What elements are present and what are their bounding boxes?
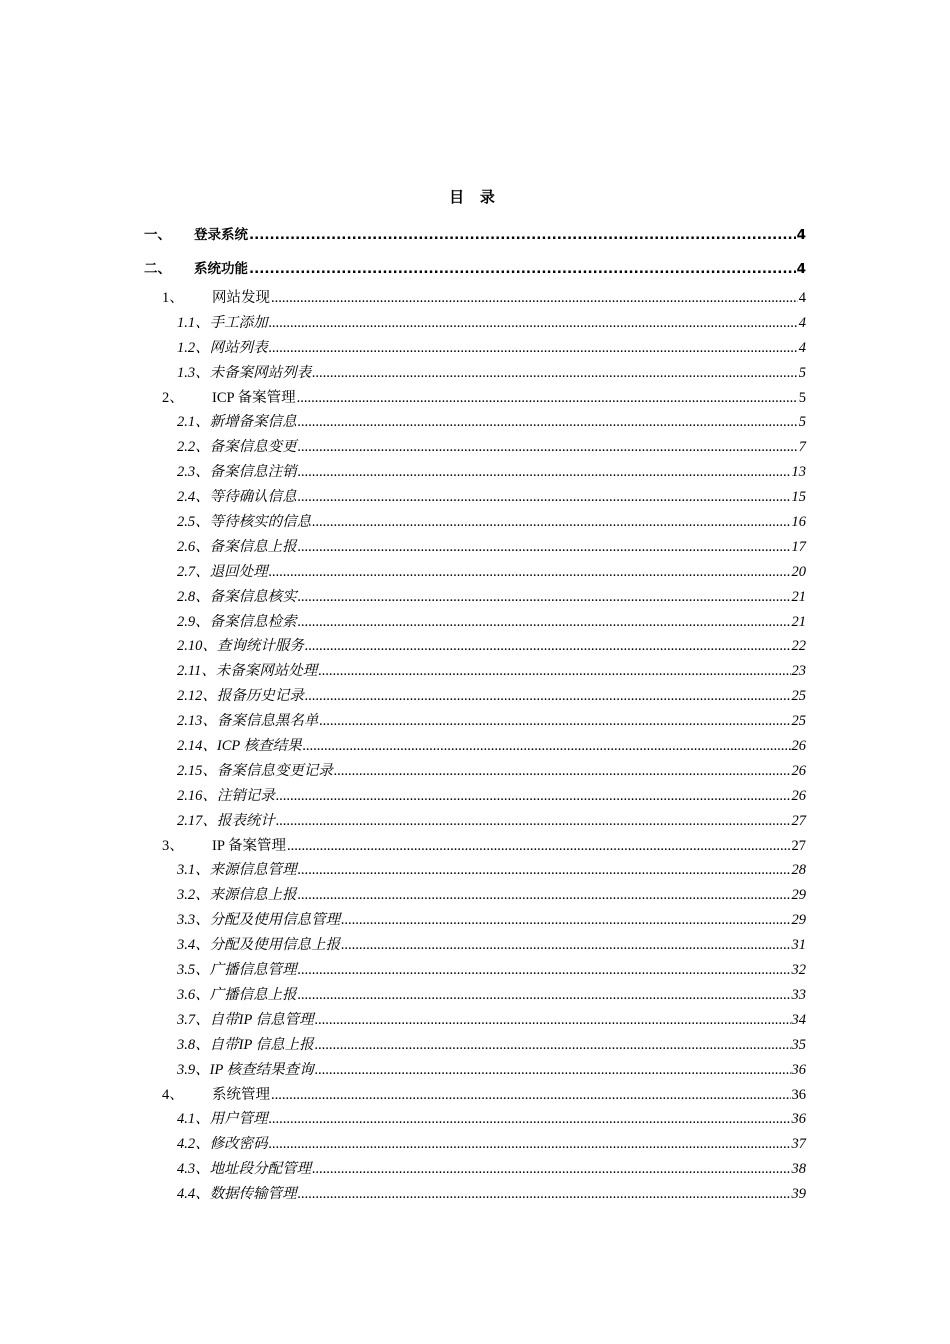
- toc-entry-page-number: 36: [791, 1111, 806, 1128]
- toc-entry-page-number: 15: [791, 489, 806, 506]
- toc-entry-page-number: 17: [791, 538, 806, 555]
- toc-entry-label: 、修改密码: [195, 1136, 268, 1153]
- toc-entry[interactable]: [144, 883, 806, 908]
- toc-entry-page-number: 35: [791, 1036, 806, 1053]
- toc-entry-number: 3.8: [177, 1036, 196, 1053]
- toc-entry-label: 、来源信息上报: [195, 887, 297, 904]
- toc-entry-page-number: 4: [796, 261, 806, 277]
- toc-entry-number: 2.8: [177, 588, 196, 605]
- toc-entry-number: 4.4: [177, 1186, 196, 1203]
- toc-entry-page-number: 38: [791, 1161, 806, 1178]
- toc-entry[interactable]: [144, 510, 806, 535]
- toc-entry-page-number: 36: [791, 1061, 806, 1078]
- toc-entry-number: 3、: [162, 837, 184, 854]
- toc-entry-number: 2.2: [177, 439, 196, 456]
- toc-entry-label: 、自带IP 信息上报: [195, 1036, 314, 1053]
- toc-dot-leader: [249, 252, 796, 286]
- toc-entry-label: 、自带IP 信息管理: [195, 1011, 314, 1028]
- toc-entry[interactable]: [144, 286, 806, 311]
- toc-entry-page-number: 5: [798, 364, 806, 381]
- toc-dot-leader: [298, 983, 791, 1008]
- toc-entry-number: 3.3: [177, 912, 196, 929]
- toc-entry-number: 2.9: [177, 613, 196, 630]
- toc-entry-label: 、备案信息上报: [195, 538, 297, 555]
- toc-entry-page-number: 21: [791, 588, 806, 605]
- toc-entry-label: 、网站列表: [195, 339, 268, 356]
- toc-entry[interactable]: [144, 410, 806, 435]
- toc-entry-page-number: 26: [791, 738, 806, 755]
- toc-entry-label: 、备案信息变更: [195, 439, 297, 456]
- toc-entry-number: 2.12: [177, 688, 203, 705]
- toc-entry-page-number: 27: [791, 812, 806, 829]
- toc-entry-label: 、等待确认信息: [195, 489, 297, 506]
- toc-dot-leader: [315, 1033, 791, 1058]
- toc-dot-leader: [287, 834, 791, 859]
- toc-entry-page-number: 36: [791, 1086, 806, 1103]
- toc-entry-number: 2.17: [177, 812, 203, 829]
- toc-entry-page-number: 34: [791, 1011, 806, 1028]
- toc-entry[interactable]: [144, 684, 806, 709]
- toc-entry-number: 4.2: [177, 1136, 196, 1153]
- toc-dot-leader: [269, 1132, 791, 1157]
- toc-entry-label: 、退回处理: [195, 563, 268, 580]
- toc-dot-leader: [298, 460, 791, 485]
- toc-entry[interactable]: [144, 218, 806, 252]
- toc-entry-number: 4、: [162, 1086, 184, 1103]
- toc-entry-number: 4.3: [177, 1161, 196, 1178]
- toc-dot-leader: [297, 386, 798, 411]
- toc-entry-label: 网站发现: [212, 290, 270, 306]
- toc-entry-label: 、未备案网站处理: [201, 663, 318, 680]
- toc-entry-number: 2.15: [177, 762, 203, 779]
- toc-dot-leader: [298, 883, 791, 908]
- toc-entry[interactable]: [144, 585, 806, 610]
- toc-entry-page-number: 25: [791, 713, 806, 730]
- toc-entry[interactable]: [144, 460, 806, 485]
- toc-entry-page-number: 31: [791, 937, 806, 954]
- toc-entry-page-number: 7: [798, 439, 806, 456]
- toc-dot-leader: [315, 1058, 791, 1083]
- toc-entry-number: 3.5: [177, 962, 196, 979]
- toc-entry-number: 3.7: [177, 1011, 196, 1028]
- toc-entry-label: 、新增备案信息: [195, 414, 297, 431]
- toc-entry-page-number: 27: [791, 837, 806, 854]
- toc-entry-page-number: 26: [791, 787, 806, 804]
- toc-entry-label: 、等待核实的信息: [195, 514, 312, 531]
- toc-entry[interactable]: [144, 1107, 806, 1132]
- toc-entry-number: 3.2: [177, 887, 196, 904]
- toc-dot-leader: [298, 485, 791, 510]
- toc-dot-leader: [318, 659, 790, 684]
- toc-entry-label: 、IP 核查结果查询: [195, 1061, 314, 1078]
- toc-entry-page-number: 32: [791, 962, 806, 979]
- toc-entry-page-number: 23: [791, 663, 806, 680]
- toc-entry[interactable]: [144, 734, 806, 759]
- toc-entry-label: 、分配及使用信息上报: [195, 937, 341, 954]
- toc-entry-label: 、分配及使用信息管理: [195, 912, 341, 929]
- toc-entry-number: 1、: [162, 290, 184, 306]
- toc-entry-number: 3.4: [177, 937, 196, 954]
- toc-dot-leader: [298, 958, 791, 983]
- toc-dot-leader: [271, 286, 798, 311]
- toc-dot-leader: [269, 336, 798, 361]
- toc-entry-label: IP 备案管理: [212, 837, 286, 854]
- toc-entry-number: 2.1: [177, 414, 196, 431]
- toc-entry-page-number: 26: [791, 762, 806, 779]
- toc-entry-label: 、广播信息管理: [195, 962, 297, 979]
- toc-entry-page-number: 16: [791, 514, 806, 531]
- toc-dot-leader: [305, 634, 791, 659]
- toc-entry-number: 2.11: [177, 663, 202, 680]
- toc-entry-page-number: 28: [791, 862, 806, 879]
- toc-dot-leader: [249, 218, 796, 252]
- toc-entry-number: 4.1: [177, 1111, 196, 1128]
- toc-entry[interactable]: [144, 933, 806, 958]
- toc-dot-leader: [298, 435, 798, 460]
- toc-entry-page-number: 20: [791, 563, 806, 580]
- toc-entry-page-number: 29: [791, 887, 806, 904]
- toc-entry-page-number: 13: [791, 464, 806, 481]
- toc-entry[interactable]: [144, 634, 806, 659]
- toc-entry[interactable]: [144, 435, 806, 460]
- toc-dot-leader: [315, 1008, 791, 1033]
- toc-entry-page-number: 37: [791, 1136, 806, 1153]
- toc-entry[interactable]: [144, 485, 806, 510]
- toc-dot-leader: [269, 560, 791, 585]
- toc-dot-leader: [303, 734, 791, 759]
- toc-entry-label: 、ICP 核查结果: [202, 738, 302, 755]
- toc-entry[interactable]: [144, 560, 806, 585]
- toc-dot-leader: [341, 908, 790, 933]
- toc-entry-page-number: 33: [791, 986, 806, 1003]
- toc-entry-number: 2.5: [177, 514, 196, 531]
- toc-entry-page-number: 5: [798, 389, 806, 406]
- toc-entry[interactable]: [144, 1058, 806, 1083]
- toc-dot-leader: [319, 709, 790, 734]
- table-of-contents: [144, 218, 806, 1207]
- toc-dot-leader: [271, 1083, 791, 1108]
- toc-title: 目 录: [449, 190, 501, 206]
- toc-entry[interactable]: [144, 958, 806, 983]
- toc-entry[interactable]: [144, 1083, 806, 1108]
- toc-dot-leader: [298, 410, 798, 435]
- toc-entry[interactable]: [144, 659, 806, 684]
- toc-entry-number: 2.7: [177, 563, 196, 580]
- toc-entry-number: 3.1: [177, 862, 196, 879]
- toc-entry-number: 2.10: [177, 638, 203, 655]
- toc-entry[interactable]: [144, 858, 806, 883]
- toc-entry-label: 系统管理: [212, 1086, 270, 1103]
- toc-dot-leader: [312, 1157, 790, 1182]
- toc-entry[interactable]: [144, 1008, 806, 1033]
- toc-entry-number: 2.3: [177, 464, 196, 481]
- toc-entry-page-number: 5: [798, 414, 806, 431]
- toc-entry-label: 、查询统计服务: [202, 638, 304, 655]
- toc-entry[interactable]: [144, 361, 806, 386]
- toc-entry-label: 、来源信息管理: [195, 862, 297, 879]
- toc-dot-leader: [298, 858, 791, 883]
- toc-entry[interactable]: [144, 252, 806, 286]
- toc-entry-label: 、备案信息黑名单: [202, 713, 319, 730]
- toc-entry-label: ICP 备案管理: [212, 389, 296, 406]
- toc-dot-leader: [341, 933, 790, 958]
- toc-dot-leader: [305, 684, 791, 709]
- toc-entry-page-number: 39: [791, 1186, 806, 1203]
- toc-entry-number: 1.3: [177, 364, 196, 381]
- toc-entry-label: 、备案信息检索: [195, 613, 297, 630]
- toc-entry-number: 2.16: [177, 787, 203, 804]
- toc-dot-leader: [276, 809, 791, 834]
- toc-entry[interactable]: [144, 983, 806, 1008]
- toc-entry-page-number: 4: [798, 314, 806, 331]
- toc-entry[interactable]: [144, 834, 806, 859]
- toc-dot-leader: [298, 585, 791, 610]
- toc-entry[interactable]: [144, 908, 806, 933]
- toc-entry-page-number: 4: [796, 227, 806, 243]
- toc-entry-label: 、手工添加: [195, 314, 268, 331]
- toc-entry-label: 、报备历史记录: [202, 688, 304, 705]
- toc-entry-number: 3.6: [177, 986, 196, 1003]
- toc-entry-number: 1.1: [177, 314, 196, 331]
- toc-entry-page-number: 4: [798, 290, 806, 306]
- toc-entry-label: 、用户管理: [195, 1111, 268, 1128]
- toc-dot-leader: [269, 311, 798, 336]
- toc-entry-page-number: 22: [791, 638, 806, 655]
- toc-entry-label: 、备案信息变更记录: [202, 762, 333, 779]
- toc-entry-label: 、报表统计: [202, 812, 275, 829]
- toc-entry-label: 、备案信息核实: [195, 588, 297, 605]
- toc-entry[interactable]: [144, 386, 806, 411]
- toc-entry[interactable]: [144, 809, 806, 834]
- toc-entry-label: 、备案信息注销: [195, 464, 297, 481]
- toc-entry-number: 二、: [144, 261, 171, 277]
- toc-dot-leader: [276, 784, 791, 809]
- toc-entry-label: 系统功能: [194, 261, 248, 277]
- toc-entry[interactable]: [144, 759, 806, 784]
- toc-dot-leader: [298, 1182, 791, 1207]
- toc-entry[interactable]: [144, 311, 806, 336]
- toc-entry-label: 、数据传输管理: [195, 1186, 297, 1203]
- toc-dot-leader: [334, 759, 791, 784]
- toc-entry-number: 2.14: [177, 738, 203, 755]
- toc-entry-number: 2.4: [177, 489, 196, 506]
- toc-entry-label: 、广播信息上报: [195, 986, 297, 1003]
- toc-entry-label: 、地址段分配管理: [195, 1161, 312, 1178]
- toc-entry-number: 一、: [144, 227, 171, 243]
- toc-entry-page-number: 25: [791, 688, 806, 705]
- toc-entry-label: 登录系统: [194, 227, 248, 243]
- toc-dot-leader: [312, 510, 790, 535]
- toc-entry[interactable]: [144, 1182, 806, 1207]
- toc-dot-leader: [312, 361, 798, 386]
- toc-entry[interactable]: [144, 1157, 806, 1182]
- toc-entry[interactable]: [144, 610, 806, 635]
- toc-dot-leader: [269, 1107, 791, 1132]
- toc-dot-leader: [298, 535, 791, 560]
- toc-entry-label: 、注销记录: [202, 787, 275, 804]
- toc-entry[interactable]: [144, 535, 806, 560]
- toc-entry-number: 2、: [162, 389, 184, 406]
- toc-entry-number: 2.13: [177, 713, 203, 730]
- toc-entry[interactable]: [144, 1033, 806, 1058]
- toc-entry-number: 1.2: [177, 339, 196, 356]
- toc-entry[interactable]: [144, 709, 806, 734]
- toc-dot-leader: [298, 610, 791, 635]
- toc-entry[interactable]: [144, 1132, 806, 1157]
- toc-entry-page-number: 4: [798, 339, 806, 356]
- toc-entry-number: 3.9: [177, 1061, 196, 1078]
- toc-entry[interactable]: [144, 336, 806, 361]
- toc-entry-label: 、未备案网站列表: [195, 364, 312, 381]
- toc-entry-number: 2.6: [177, 538, 196, 555]
- toc-entry[interactable]: [144, 784, 806, 809]
- toc-entry-page-number: 21: [791, 613, 806, 630]
- toc-entry-page-number: 29: [791, 912, 806, 929]
